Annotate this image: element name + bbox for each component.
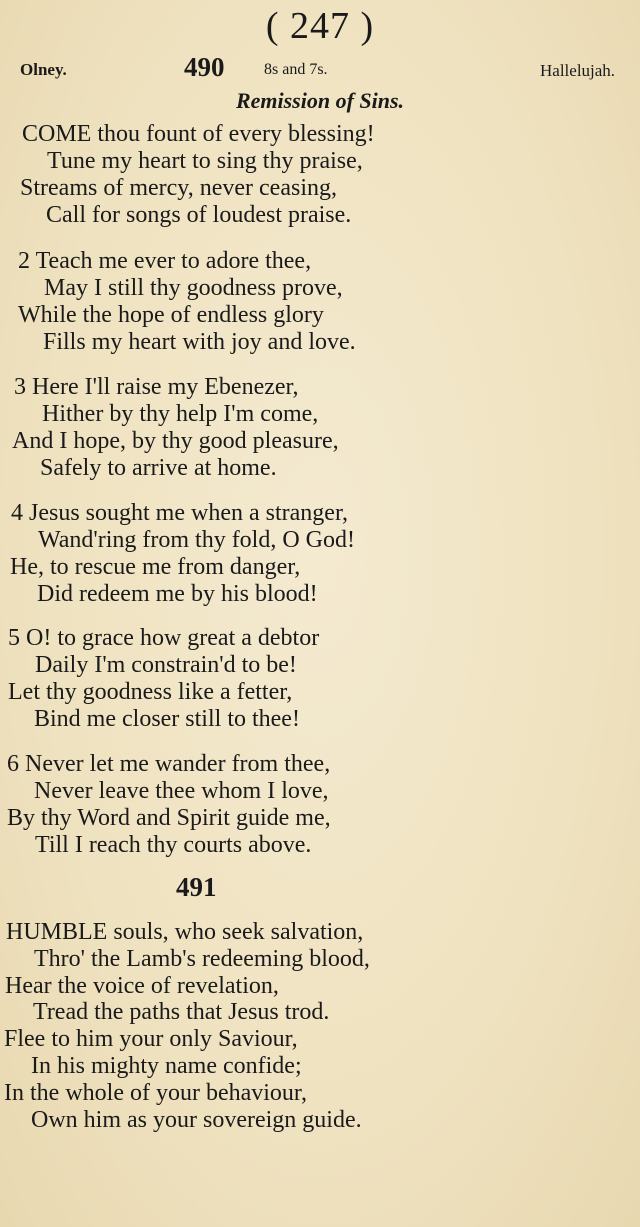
hymn-line: Call for songs of loudest praise. [46, 202, 352, 228]
hymn-line: COME thou fount of every blessing! [22, 121, 375, 147]
hymn-line: In the whole of your behaviour, [4, 1080, 307, 1106]
hymn-line: 5 O! to grace how great a debtor [8, 625, 320, 651]
hymn-line: Wand'ring from thy fold, O God! [38, 527, 356, 553]
hymn-line: Tune my heart to sing thy praise, [47, 148, 363, 174]
hymn-meter: 8s and 7s. [264, 61, 328, 78]
hymn-line: 2 Teach me ever to adore thee, [18, 248, 312, 274]
hymn-line: Streams of mercy, never ceasing, [20, 175, 337, 201]
hymn-line: Flee to him your only Saviour, [4, 1026, 298, 1052]
hymn-line: 3 Here I'll raise my Ebenezer, [14, 374, 299, 400]
hymn-line: Bind me closer still to thee! [34, 706, 300, 732]
hymn-line: Tread the paths that Jesus trod. [33, 999, 330, 1025]
hymn-line: May I still thy goodness prove, [44, 275, 343, 301]
hymn-line: Never leave thee whom I love, [34, 778, 329, 804]
hymn-line: Daily I'm constrain'd to be! [35, 652, 297, 678]
hymn-line: Fills my heart with joy and love. [43, 329, 356, 355]
hymn-title: Remission of Sins. [235, 88, 405, 113]
hymn-line: HUMBLE souls, who seek salvation, [6, 919, 364, 945]
tune-name: Olney. [20, 60, 67, 79]
hymn-number: 490 [184, 52, 225, 82]
hymn-line: By thy Word and Spirit guide me, [7, 805, 331, 831]
hymn-line: Hither by thy help I'm come, [42, 401, 319, 427]
hymn-line: Hear the voice of revelation, [5, 973, 279, 999]
hymn-line: Did redeem me by his blood! [37, 581, 318, 607]
hymn-line: Safely to arrive at home. [40, 455, 277, 481]
hymn-491-number: 491 [176, 872, 217, 902]
hymn-line: Till I reach thy courts above. [35, 832, 312, 858]
hymn-line: In his mighty name confide; [31, 1053, 302, 1079]
hymn-line: 4 Jesus sought me when a stranger, [11, 500, 348, 526]
page-number: ( 247 ) [265, 5, 375, 47]
hymn-line: 6 Never let me wander from thee, [7, 751, 331, 777]
hymn-header [0, 52, 640, 86]
hymn-line: Thro' the Lamb's redeeming blood, [34, 946, 370, 972]
hymn-line: While the hope of endless glory [18, 302, 324, 328]
hymn-line: Own him as your sovereign guide. [31, 1107, 362, 1133]
hymn-line: And I hope, by thy good pleasure, [12, 428, 339, 454]
hymn-line: Let thy goodness like a fetter, [8, 679, 293, 705]
alt-tune-name: Hallelujah. [540, 61, 616, 80]
hymn-line: He, to rescue me from danger, [10, 554, 301, 580]
